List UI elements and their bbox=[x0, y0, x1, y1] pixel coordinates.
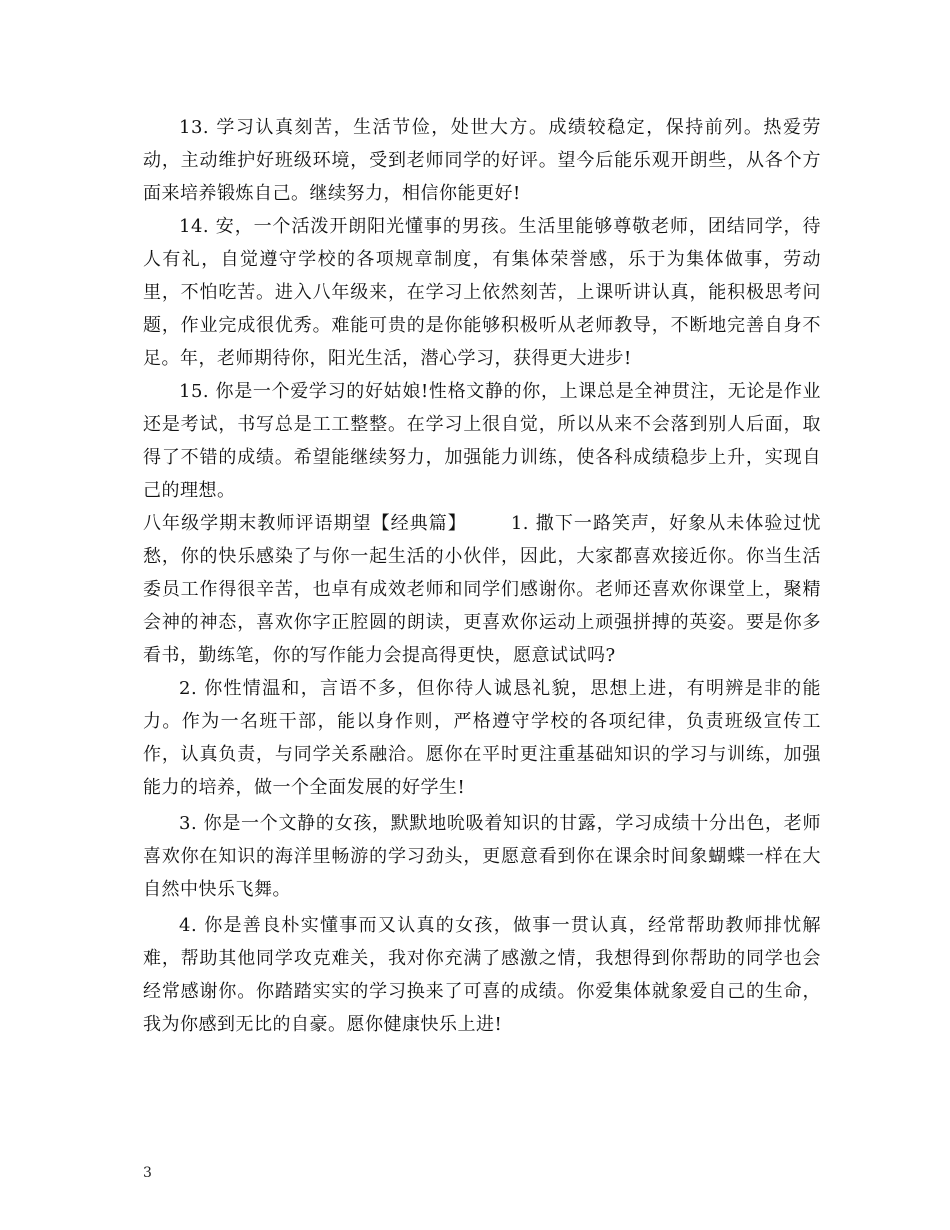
paragraph-14: 14. 安，一个活泼开朗阳光懂事的男孩。生活里能够尊敬老师，团结同学，待人有礼，自觉遵守学校的各项规章制度，有集体荣誉感，乐于为集体做事，劳动里，不怕吃苦。进入八年级来，在学习上依然刻苦，上课听讲认真，能积极思考问题，作业完成很优秀。难能可贵的是你能够积极听从老师教导，不断地完善自身不足。年，老师期待你，阳光生活，潜心学习，获得更大进步! bbox=[143, 216, 821, 369]
paragraph-13: 13. 学习认真刻苦，生活节俭，处世大方。成绩较稳定，保持前列。热爱劳动，主动维护好班级环境，受到老师同学的好评。望今后能乐观开朗些，从各个方面来培养锻炼自己。继续努力，相信你能更好! bbox=[143, 117, 821, 204]
document-body bbox=[143, 111, 821, 1041]
page-number: 3 bbox=[143, 1165, 152, 1181]
section-paragraph-4: 4. 你是善良朴实懂事而又认真的女孩，做事一贯认真，经常帮助教师排忧解难，帮助其他同学攻克难关，我对你充满了感激之情，我想得到你帮助的同学也会经常感谢你。你踏踏实实的学习换来了可喜的成绩。你爱集体就象爱自己的生命，我为你感到无比的自豪。愿你健康快乐上进! bbox=[143, 915, 821, 1035]
section-heading-paragraph bbox=[143, 507, 821, 672]
section-heading: 八年级学期末教师评语期望【经典篇】 bbox=[143, 513, 467, 534]
paragraph-15: 15. 你是一个爱学习的好姑娘!性格文静的你，上课总是全神贯注，无论是作业还是考试，书写总是工工整整。在学习上很自觉，所以从来不会落到别人后面，取得了不错的成绩。希望能继续努力，加强能力训练，使各科成绩稳步上升，实现自己的理想。 bbox=[143, 381, 821, 501]
section-paragraph-3: 3. 你是一个文静的女孩，默默地吮吸着知识的甘露，学习成绩十分出色，老师喜欢你在知识的海洋里畅游的学习劲头，更愿意看到你在课余时间象蝴蝶一样在大自然中快乐飞舞。 bbox=[143, 813, 821, 900]
section-paragraph-1: 1. 撒下一路笑声，好象从未体验过忧愁，你的快乐感染了与你一起生活的小伙伴，因此，大家都喜欢接近你。你当生活委员工作得很辛苦，也卓有成效老师和同学们感谢你。老师还喜欢你课堂上，聚精会神的神态，喜欢你字正腔圆的朗读，更喜欢你运动上顽强拼搏的英姿。要是你多看书，勤练笔，你的写作能力会提高得更快，愿意试试吗? bbox=[143, 513, 822, 666]
section-paragraph-2: 2. 你性情温和，言语不多，但你待人诚恳礼貌，思想上进，有明辨是非的能力。作为一名班干部，能以身作则，严格遵守学校的各项纪律，负责班级宣传工作，认真负责，与同学关系融洽。愿你在平时更注重基础知识的学习与训练，加强能力的培养，做一个全面发展的好学生! bbox=[143, 678, 821, 798]
